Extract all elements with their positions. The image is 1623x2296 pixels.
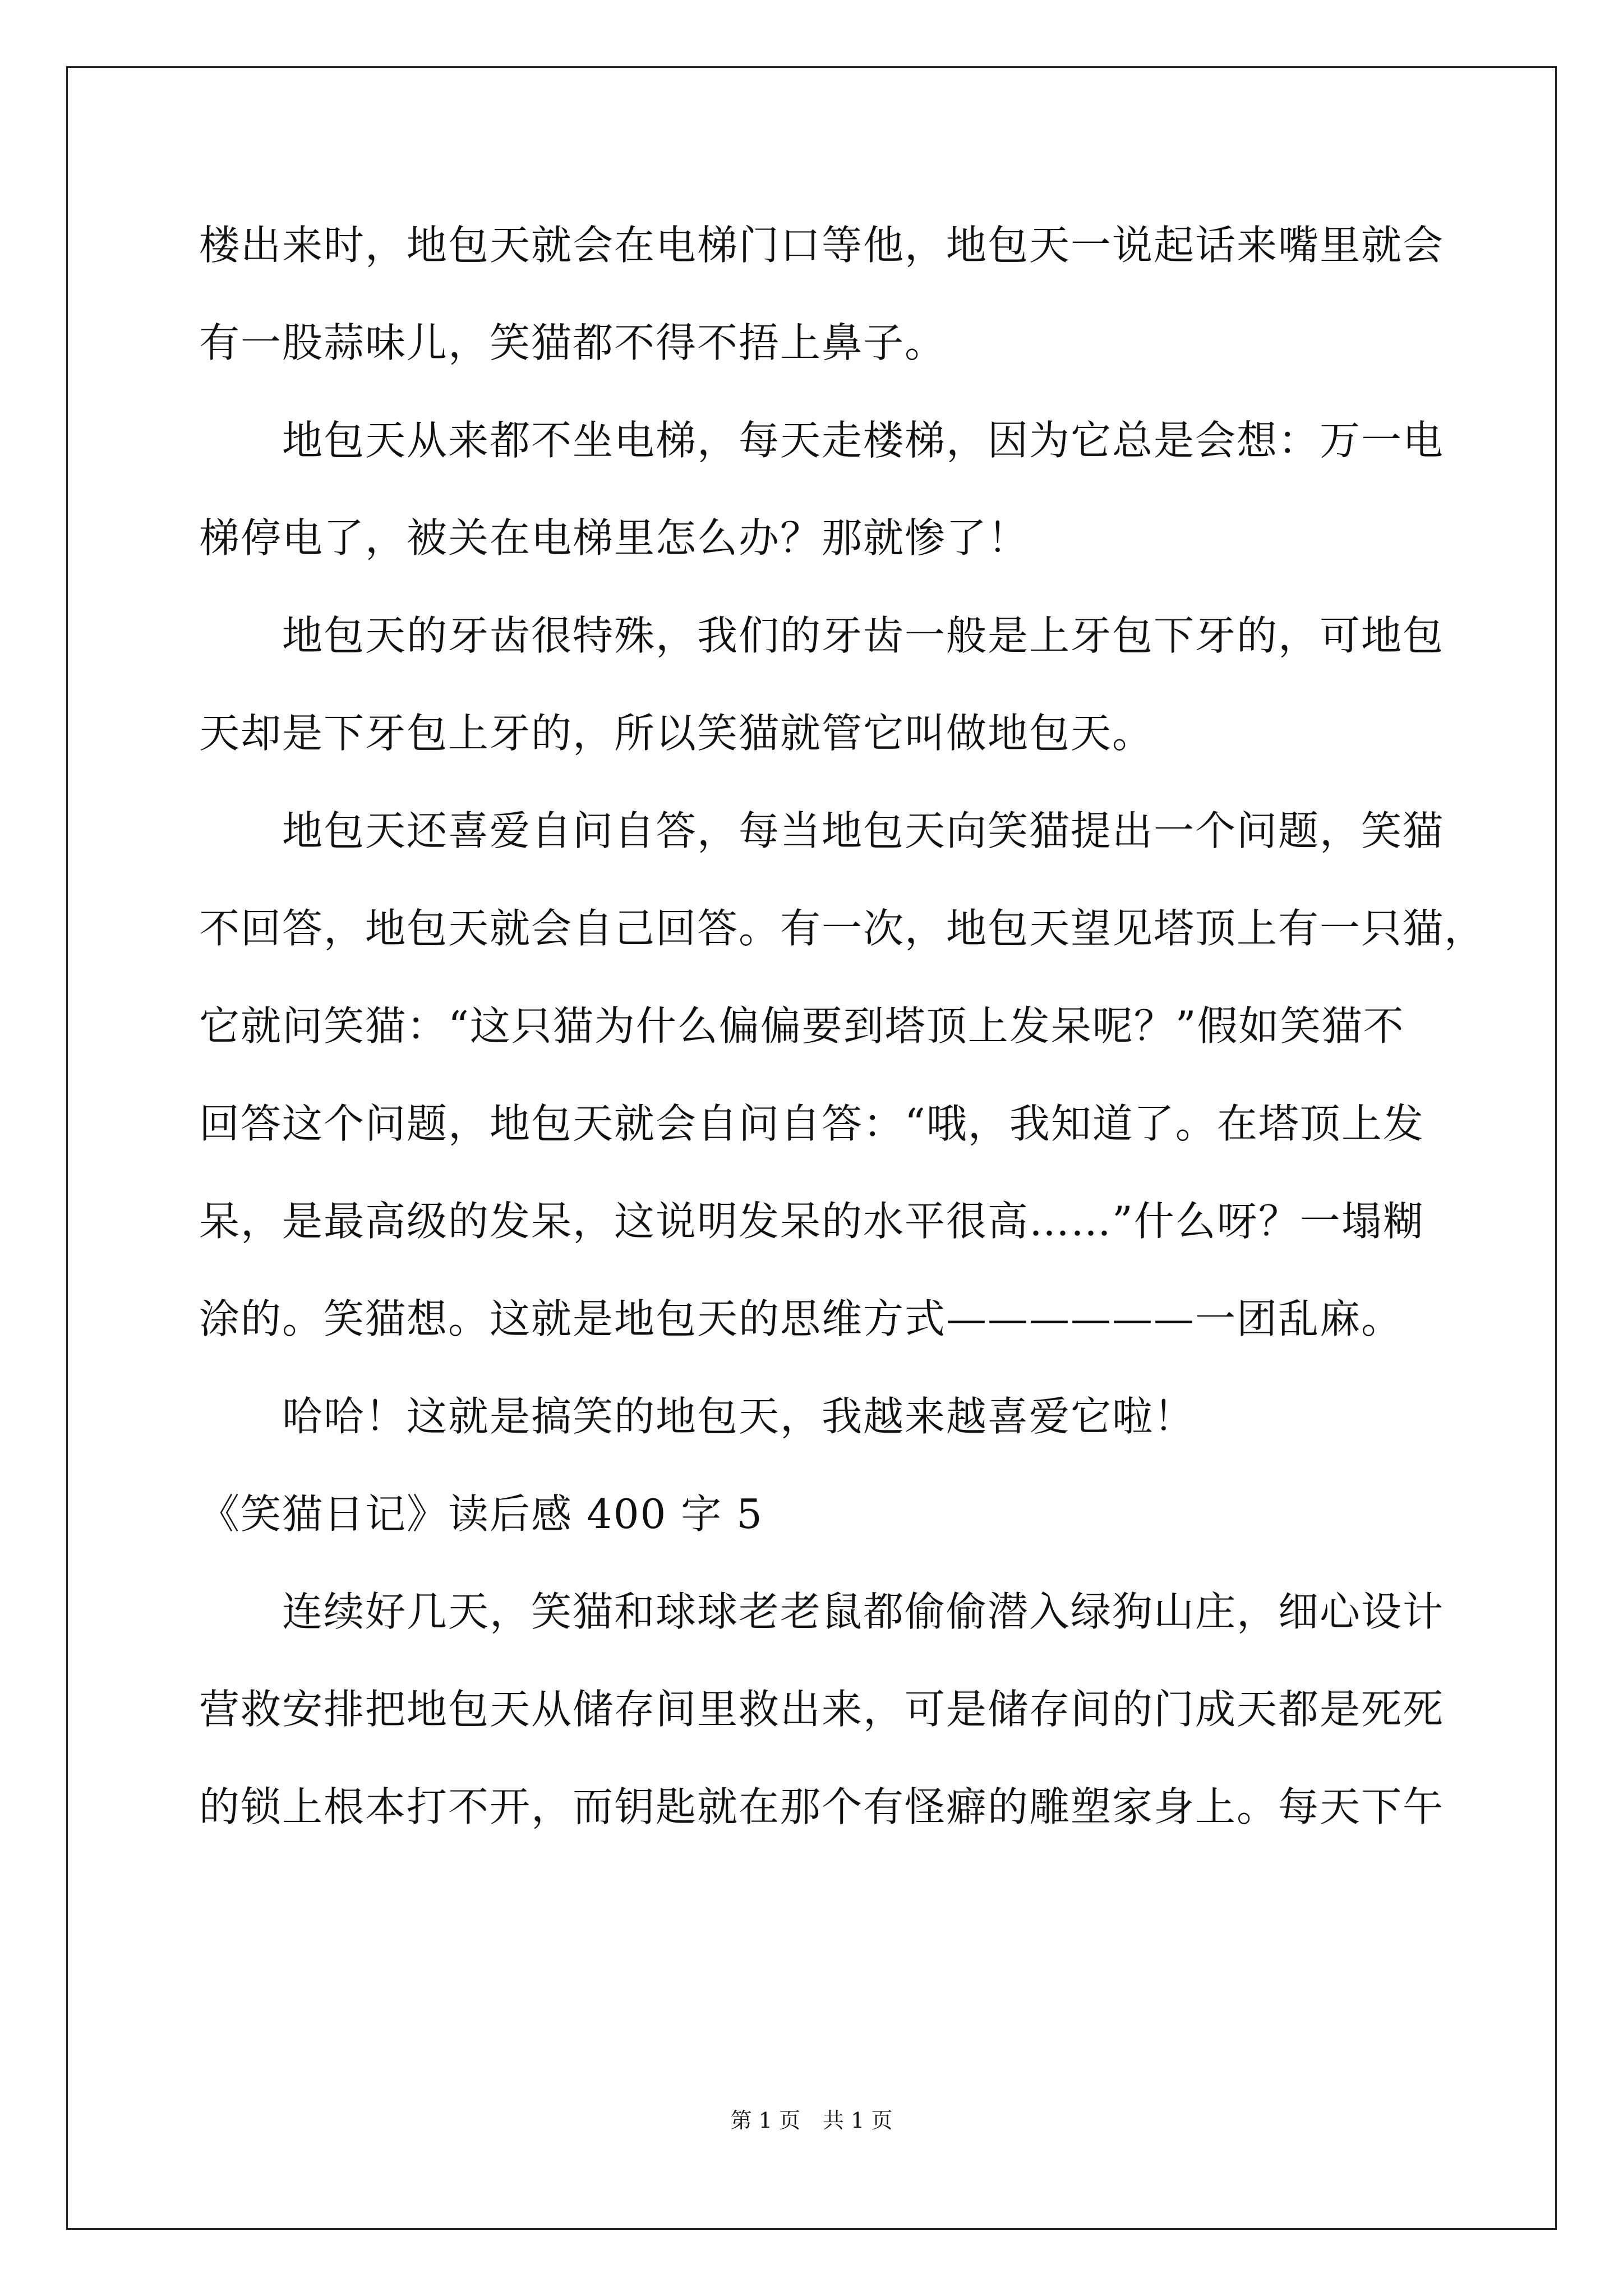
text-line-6: 天却是下牙包上牙的，所以笑猫就管它叫做地包天。 <box>199 710 1154 757</box>
text-line-12: 涂的。笑猫想。这就是地包天的思维方式——————一团乱麻。 <box>199 1295 1403 1342</box>
text-line-15: 连续好几天，笑猫和球球老老鼠都偷偷潜入绿狗山庄，细心设计 <box>282 1588 1445 1635</box>
document-body <box>199 196 1486 1856</box>
page-total: 共 1 页 <box>823 2108 893 2133</box>
text-line-3: 地包天从来都不坐电梯，每天走楼梯，因为它总是会想：万一电 <box>282 417 1445 464</box>
text-line-9: 它就问笑猫：“这只猫为什么偏偏要到塔顶上发呆呢？”假如笑猫不 <box>199 1002 1405 1050</box>
text-line-5: 地包天的牙齿很特殊，我们的牙齿一般是上牙包下牙的，可地包 <box>282 612 1445 659</box>
text-line-11: 呆，是最高级的发呆，这说明发呆的水平很高……”什么呀？一塌糊 <box>199 1198 1424 1245</box>
text-line-1: 楼出来时，地包天就会在电梯门口等他，地包天一说起话来嘴里就会 <box>199 222 1445 269</box>
text-line-7: 地包天还喜爱自问自答，每当地包天向笑猫提出一个问题，笑猫 <box>282 807 1445 854</box>
text-line-10: 回答这个问题，地包天就会自问自答：“哦，我知道了。在塔顶上发 <box>199 1100 1424 1147</box>
page-number: 第 1 页 <box>730 2108 800 2133</box>
text-line-2: 有一股蒜味儿，笑猫都不得不捂上鼻子。 <box>199 319 947 366</box>
text-line-8: 不回答，地包天就会自己回答。有一次，地包天望见塔顶上有一只猫， <box>199 905 1486 952</box>
text-line-4: 梯停电了，被关在电梯里怎么办？那就惨了！ <box>199 514 1030 562</box>
text-line-17: 的锁上根本打不开，而钥匙就在那个有怪癖的雕塑家身上。每天下午 <box>199 1783 1445 1830</box>
text-line-13: 哈哈！这就是搞笑的地包天，我越来越喜爱它啦！ <box>282 1393 1196 1440</box>
section-heading: 《笑猫日记》读后感 400 字 5 <box>199 1490 763 1538</box>
text-line-16: 营救安排把地包天从储存间里救出来，可是储存间的门成天都是死死 <box>199 1686 1445 1733</box>
page-footer <box>0 2106 1623 2134</box>
